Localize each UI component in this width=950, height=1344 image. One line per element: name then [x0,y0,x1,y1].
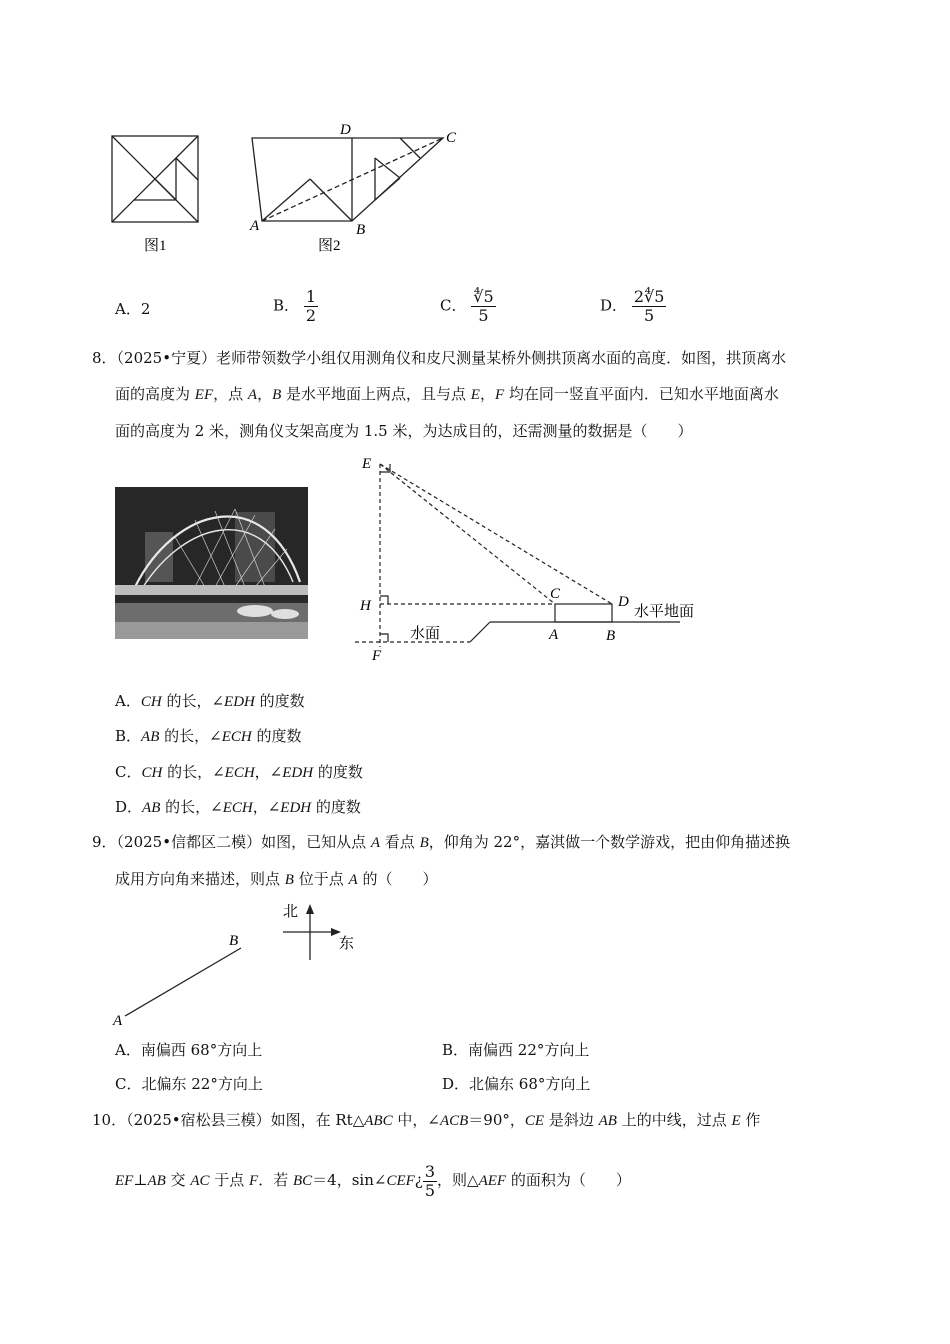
bridge-photo-image [115,487,308,639]
q10-line-1: 10．（2025•宿松县三模）如图，在 Rt△ABC 中，∠ACB＝90°，CE 是斜边 AB 上的中线，过点 E 作 [92,1111,761,1129]
q8-option-a[interactable]: A．CH 的长，∠EDH 的度数 [115,692,305,710]
q8-label-water: 水面 [410,626,441,642]
q9-label-east: 东 [339,936,355,952]
q7-option-d[interactable]: D． $\frac{2∜5}{5}$ [600,287,665,325]
q8-label-H: H [360,598,371,614]
q7-option-b[interactable]: B． $\frac{1}{2}$ [273,287,316,325]
q9-label-A: A [113,1013,123,1029]
q8-option-c[interactable]: C．CH 的长，∠ECH，∠EDH 的度数 [115,763,363,781]
q9-option-b[interactable]: B．南偏西 22°方向上 [442,1041,590,1059]
fraction: $\frac{3}{5}$ [424,1161,436,1200]
q9-line-2: 成用方向角来描述，则点 B 位于点 A 的（ ） [115,870,438,888]
q8-label-ground: 水平地面 [634,604,695,620]
q9-option-c[interactable]: C．北偏东 22°方向上 [115,1075,263,1093]
q8-line-2: 面的高度为 EF，点 A，B 是水平地面上两点，且与点 E，F 均在同一竖直平面内．已知水平地面离水 [115,385,779,403]
q7-fig2-caption: 图2 [318,238,341,254]
q8-label-A: A [549,627,559,643]
q8-label-B: B [606,628,616,644]
fraction: $\frac{∜5}{5}$ [473,287,494,325]
q8-measurement-diagram [350,452,710,662]
q8-option-d[interactable]: D．AB 的长，∠ECH，∠EDH 的度数 [115,798,361,816]
q9-option-a[interactable]: A．南偏西 68°方向上 [115,1041,263,1059]
q8-line-3: 面的高度为 2 米，测角仪支架高度为 1.5 米，为达成目的，还需测量的数据是（ ） [115,422,693,440]
q7-label-A: A [250,218,260,234]
q7-figure [100,118,470,263]
fraction: $\frac{1}{2}$ [305,287,316,325]
q7-fig1-caption: 图1 [144,238,167,254]
q7-option-c[interactable]: C． $\frac{∜5}{5}$ [440,287,494,325]
q8-option-b[interactable]: B．AB 的长，∠ECH 的度数 [115,727,302,745]
q8-label-D: D [618,594,629,610]
q9-label-B: B [229,933,239,949]
q8-line-1: 8．（2025•宁夏）老师带领数学小组仅用测角仪和皮尺测量某桥外侧拱顶离水面的高度．如图，拱顶离水 [92,349,787,367]
q8-label-F: F [372,648,382,662]
fraction: $\frac{2∜5}{5}$ [633,287,665,325]
q8-label-C: C [550,586,561,602]
q7-option-a[interactable]: A．2 [115,300,151,318]
q9-direction-diagram [105,898,365,1033]
q7-label-B: B [356,222,366,238]
q9-label-north: 北 [283,904,299,920]
q7-label-D: D [340,122,351,138]
q9-option-d[interactable]: D．北偏东 68°方向上 [442,1075,591,1093]
q8-label-E: E [362,456,372,472]
q7-label-C: C [446,130,457,146]
q9-line-1: 9．（2025•信都区二模）如图，已知从点 A 看点 B，仰角为 22°，嘉淇做一个数学游戏，把由仰角描述换 [92,833,791,851]
q10-line-2: EF⊥AB 交 AC 于点 F．若 BC＝4，sin∠CEF¿ $\frac{3}{5}$ ，则△AEF 的面积为（ ） [115,1161,631,1200]
